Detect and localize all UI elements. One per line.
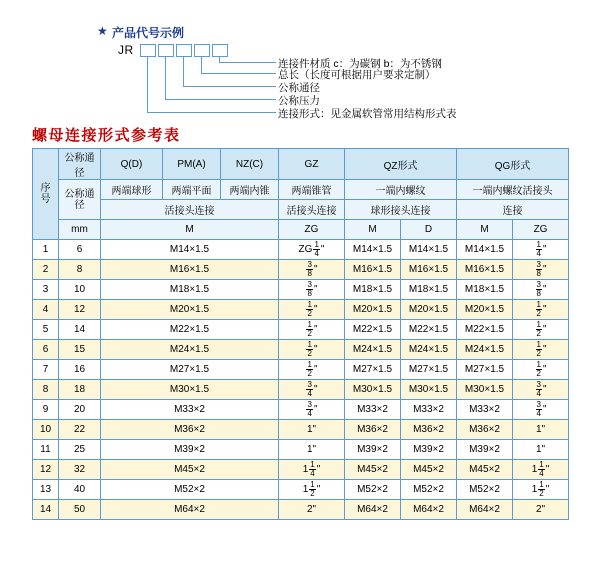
header-desc-qz: 一端内螺纹 [345, 180, 457, 200]
cell-dn: 16 [59, 360, 101, 380]
cell-qz-d: M20×1.5 [401, 300, 457, 320]
cell-qz-d: M16×1.5 [401, 260, 457, 280]
cell-qg-m: M22×1.5 [457, 320, 513, 340]
table-header-row-desc [33, 180, 569, 200]
table-row [33, 340, 569, 360]
cell-qz-m: M36×2 [345, 420, 401, 440]
cell-qg-m: M18×1.5 [457, 280, 513, 300]
cell-seq: 7 [33, 360, 59, 380]
cell-qz-d: M64×2 [401, 500, 457, 520]
cell-gz: $\frac{3}{8}$ " [279, 260, 345, 280]
cell-dn: 20 [59, 400, 101, 420]
cell-qg-zg: $\frac{3}{4}$ " [513, 400, 569, 420]
legend-material: 连接件材质 c：为碳钢 b：为不锈钢 [278, 58, 442, 70]
cell-qz-d: M52×2 [401, 480, 457, 500]
header-thread-qz-m: M [345, 220, 401, 240]
cell-gz: ZG $\frac{1}{4}$ " [279, 240, 345, 260]
cell-qg-m: M39×2 [457, 440, 513, 460]
cell-gz: 2" [279, 500, 345, 520]
cell-dn: 6 [59, 240, 101, 260]
page-title: 螺母连接形式参考表 [32, 127, 181, 144]
header-code-gz: GZ [279, 149, 345, 180]
cell-gz: $\frac{1}{2}$ " [279, 340, 345, 360]
cell-seq: 10 [33, 420, 59, 440]
header-desc-qg: 一端内螺纹活接头 [457, 180, 569, 200]
cell-qg-m: M27×1.5 [457, 360, 513, 380]
legend-pressure: 公称压力 [278, 95, 320, 107]
table-row [33, 300, 569, 320]
cell-thread-m: M20×1.5 [101, 300, 279, 320]
cell-qg-m: M16×1.5 [457, 260, 513, 280]
header-code-qg: QG形式 [457, 149, 569, 180]
header-desc-pm: 两端平面 [163, 180, 221, 200]
legend-dn: 公称通径 [278, 82, 320, 94]
cell-qg-zg: $\frac{3}{8}$ " [513, 280, 569, 300]
cell-qg-zg: 2" [513, 500, 569, 520]
header-thread-qz-d: D [401, 220, 457, 240]
header-merge-4: 连接 [457, 200, 569, 220]
table-header-row-units [33, 220, 569, 240]
header-dn: 公称通径 [59, 149, 101, 180]
cell-thread-m: M27×1.5 [101, 360, 279, 380]
table-row [33, 260, 569, 280]
cell-qg-m: M14×1.5 [457, 240, 513, 260]
cell-qg-zg: $\frac{1}{4}$ " [513, 240, 569, 260]
star-icon: ★ [97, 24, 108, 38]
cell-seq: 13 [33, 480, 59, 500]
cell-qz-d: M22×1.5 [401, 320, 457, 340]
header-dn-unit-cell: 公称通径 [59, 180, 101, 220]
cell-qz-m: M52×2 [345, 480, 401, 500]
cell-qg-m: M24×1.5 [457, 340, 513, 360]
cell-qz-m: M24×1.5 [345, 340, 401, 360]
cell-seq: 1 [33, 240, 59, 260]
leader-line-5 [147, 56, 276, 113]
cell-dn: 8 [59, 260, 101, 280]
table-row [33, 380, 569, 400]
cell-seq: 5 [33, 320, 59, 340]
cell-qg-m: M64×2 [457, 500, 513, 520]
code-prefix-label: JR [118, 43, 134, 57]
cell-thread-m: M36×2 [101, 420, 279, 440]
table-row [33, 500, 569, 520]
cell-qg-zg: $\frac{3}{8}$ " [513, 260, 569, 280]
table-header-row-merge [33, 200, 569, 220]
cell-qg-zg: 1" [513, 440, 569, 460]
cell-gz: 1" [279, 420, 345, 440]
header-merge-2: 活接头连接 [279, 200, 345, 220]
cell-gz: $\frac{1}{2}$ " [279, 360, 345, 380]
cell-qz-m: M16×1.5 [345, 260, 401, 280]
cell-gz: $\frac{3}{4}$ " [279, 400, 345, 420]
nut-connection-table [32, 148, 569, 520]
table-row [33, 400, 569, 420]
cell-thread-m: M33×2 [101, 400, 279, 420]
cell-seq: 3 [33, 280, 59, 300]
cell-thread-m: M52×2 [101, 480, 279, 500]
code-example-title: 产品代号示例 [112, 26, 185, 40]
cell-seq: 12 [33, 460, 59, 480]
cell-qg-m: M52×2 [457, 480, 513, 500]
cell-seq: 6 [33, 340, 59, 360]
cell-qz-m: M45×2 [345, 460, 401, 480]
cell-thread-m: M45×2 [101, 460, 279, 480]
cell-gz: 1" [279, 440, 345, 460]
table-row [33, 420, 569, 440]
cell-qz-d: M14×1.5 [401, 240, 457, 260]
table-body [33, 240, 569, 520]
cell-thread-m: M64×2 [101, 500, 279, 520]
header-merge-3: 球形接头连接 [345, 200, 457, 220]
cell-gz: $\frac{3}{4}$ " [279, 380, 345, 400]
cell-seq: 8 [33, 380, 59, 400]
header-merge-1: 活接头连接 [101, 200, 279, 220]
header-thread-qg-zg: ZG [513, 220, 569, 240]
cell-qz-d: M36×2 [401, 420, 457, 440]
header-code-nz: NZ(C) [221, 149, 279, 180]
product-code-example [0, 0, 600, 118]
cell-gz: 1 $\frac{1}{4}$ " [279, 460, 345, 480]
cell-seq: 11 [33, 440, 59, 460]
cell-qz-m: M20×1.5 [345, 300, 401, 320]
cell-qz-d: M39×2 [401, 440, 457, 460]
header-seq: 序 号 [33, 149, 59, 240]
cell-qz-m: M14×1.5 [345, 240, 401, 260]
cell-qz-d: M24×1.5 [401, 340, 457, 360]
cell-gz: 1 $\frac{1}{2}$ " [279, 480, 345, 500]
cell-thread-m: M22×1.5 [101, 320, 279, 340]
header-thread-m: M [101, 220, 279, 240]
header-code-pm: PM(A) [163, 149, 221, 180]
cell-qz-m: M30×1.5 [345, 380, 401, 400]
cell-qz-d: M33×2 [401, 400, 457, 420]
cell-qz-m: M18×1.5 [345, 280, 401, 300]
cell-thread-m: M39×2 [101, 440, 279, 460]
cell-qg-zg: 1 $\frac{1}{2}$ " [513, 480, 569, 500]
header-desc-q: 两端球形 [101, 180, 163, 200]
header-unit-mm: mm [59, 220, 101, 240]
cell-gz: $\frac{3}{8}$ " [279, 280, 345, 300]
cell-qz-m: M64×2 [345, 500, 401, 520]
cell-gz: $\frac{1}{2}$ " [279, 300, 345, 320]
cell-qg-zg: 1 $\frac{1}{4}$ " [513, 460, 569, 480]
cell-seq: 4 [33, 300, 59, 320]
cell-qz-d: M30×1.5 [401, 380, 457, 400]
cell-qz-m: M22×1.5 [345, 320, 401, 340]
header-thread-zg: ZG [279, 220, 345, 240]
cell-qg-m: M36×2 [457, 420, 513, 440]
cell-thread-m: M18×1.5 [101, 280, 279, 300]
cell-qg-m: M30×1.5 [457, 380, 513, 400]
cell-dn: 25 [59, 440, 101, 460]
cell-gz: $\frac{1}{2}$ " [279, 320, 345, 340]
table-row [33, 280, 569, 300]
cell-dn: 50 [59, 500, 101, 520]
cell-dn: 32 [59, 460, 101, 480]
header-thread-qg-m: M [457, 220, 513, 240]
table-row [33, 360, 569, 380]
cell-thread-m: M30×1.5 [101, 380, 279, 400]
cell-seq: 9 [33, 400, 59, 420]
cell-qg-m: M33×2 [457, 400, 513, 420]
cell-dn: 14 [59, 320, 101, 340]
cell-dn: 15 [59, 340, 101, 360]
cell-qg-zg: $\frac{1}{2}$ " [513, 320, 569, 340]
header-code-q: Q(D) [101, 149, 163, 180]
table-row [33, 480, 569, 500]
table-row [33, 320, 569, 340]
cell-qz-m: M33×2 [345, 400, 401, 420]
cell-qg-zg: $\frac{3}{4}$ " [513, 380, 569, 400]
cell-qz-m: M39×2 [345, 440, 401, 460]
cell-qg-zg: $\frac{1}{2}$ " [513, 300, 569, 320]
header-desc-gz: 两端锥管 [279, 180, 345, 200]
cell-qg-zg: $\frac{1}{2}$ " [513, 360, 569, 380]
cell-qz-d: M27×1.5 [401, 360, 457, 380]
table-row [33, 440, 569, 460]
cell-qz-d: M45×2 [401, 460, 457, 480]
table-header-row-codes [33, 149, 569, 180]
cell-qz-m: M27×1.5 [345, 360, 401, 380]
cell-seq: 2 [33, 260, 59, 280]
cell-qg-m: M45×2 [457, 460, 513, 480]
cell-dn: 12 [59, 300, 101, 320]
table-row [33, 460, 569, 480]
cell-qz-d: M18×1.5 [401, 280, 457, 300]
cell-thread-m: M16×1.5 [101, 260, 279, 280]
cell-qg-zg: $\frac{1}{2}$ " [513, 340, 569, 360]
cell-thread-m: M14×1.5 [101, 240, 279, 260]
legend-connection: 连接形式：见金属软管常用结构形式表 [278, 108, 457, 120]
cell-dn: 10 [59, 280, 101, 300]
cell-dn: 22 [59, 420, 101, 440]
header-desc-nz: 两端内锥 [221, 180, 279, 200]
header-code-qz: QZ形式 [345, 149, 457, 180]
legend-length: 总长（长度可根据用户要求定制） [278, 69, 436, 81]
table-row [33, 240, 569, 260]
cell-dn: 18 [59, 380, 101, 400]
cell-dn: 40 [59, 480, 101, 500]
cell-thread-m: M24×1.5 [101, 340, 279, 360]
cell-qg-zg: 1" [513, 420, 569, 440]
cell-qg-m: M20×1.5 [457, 300, 513, 320]
cell-seq: 14 [33, 500, 59, 520]
